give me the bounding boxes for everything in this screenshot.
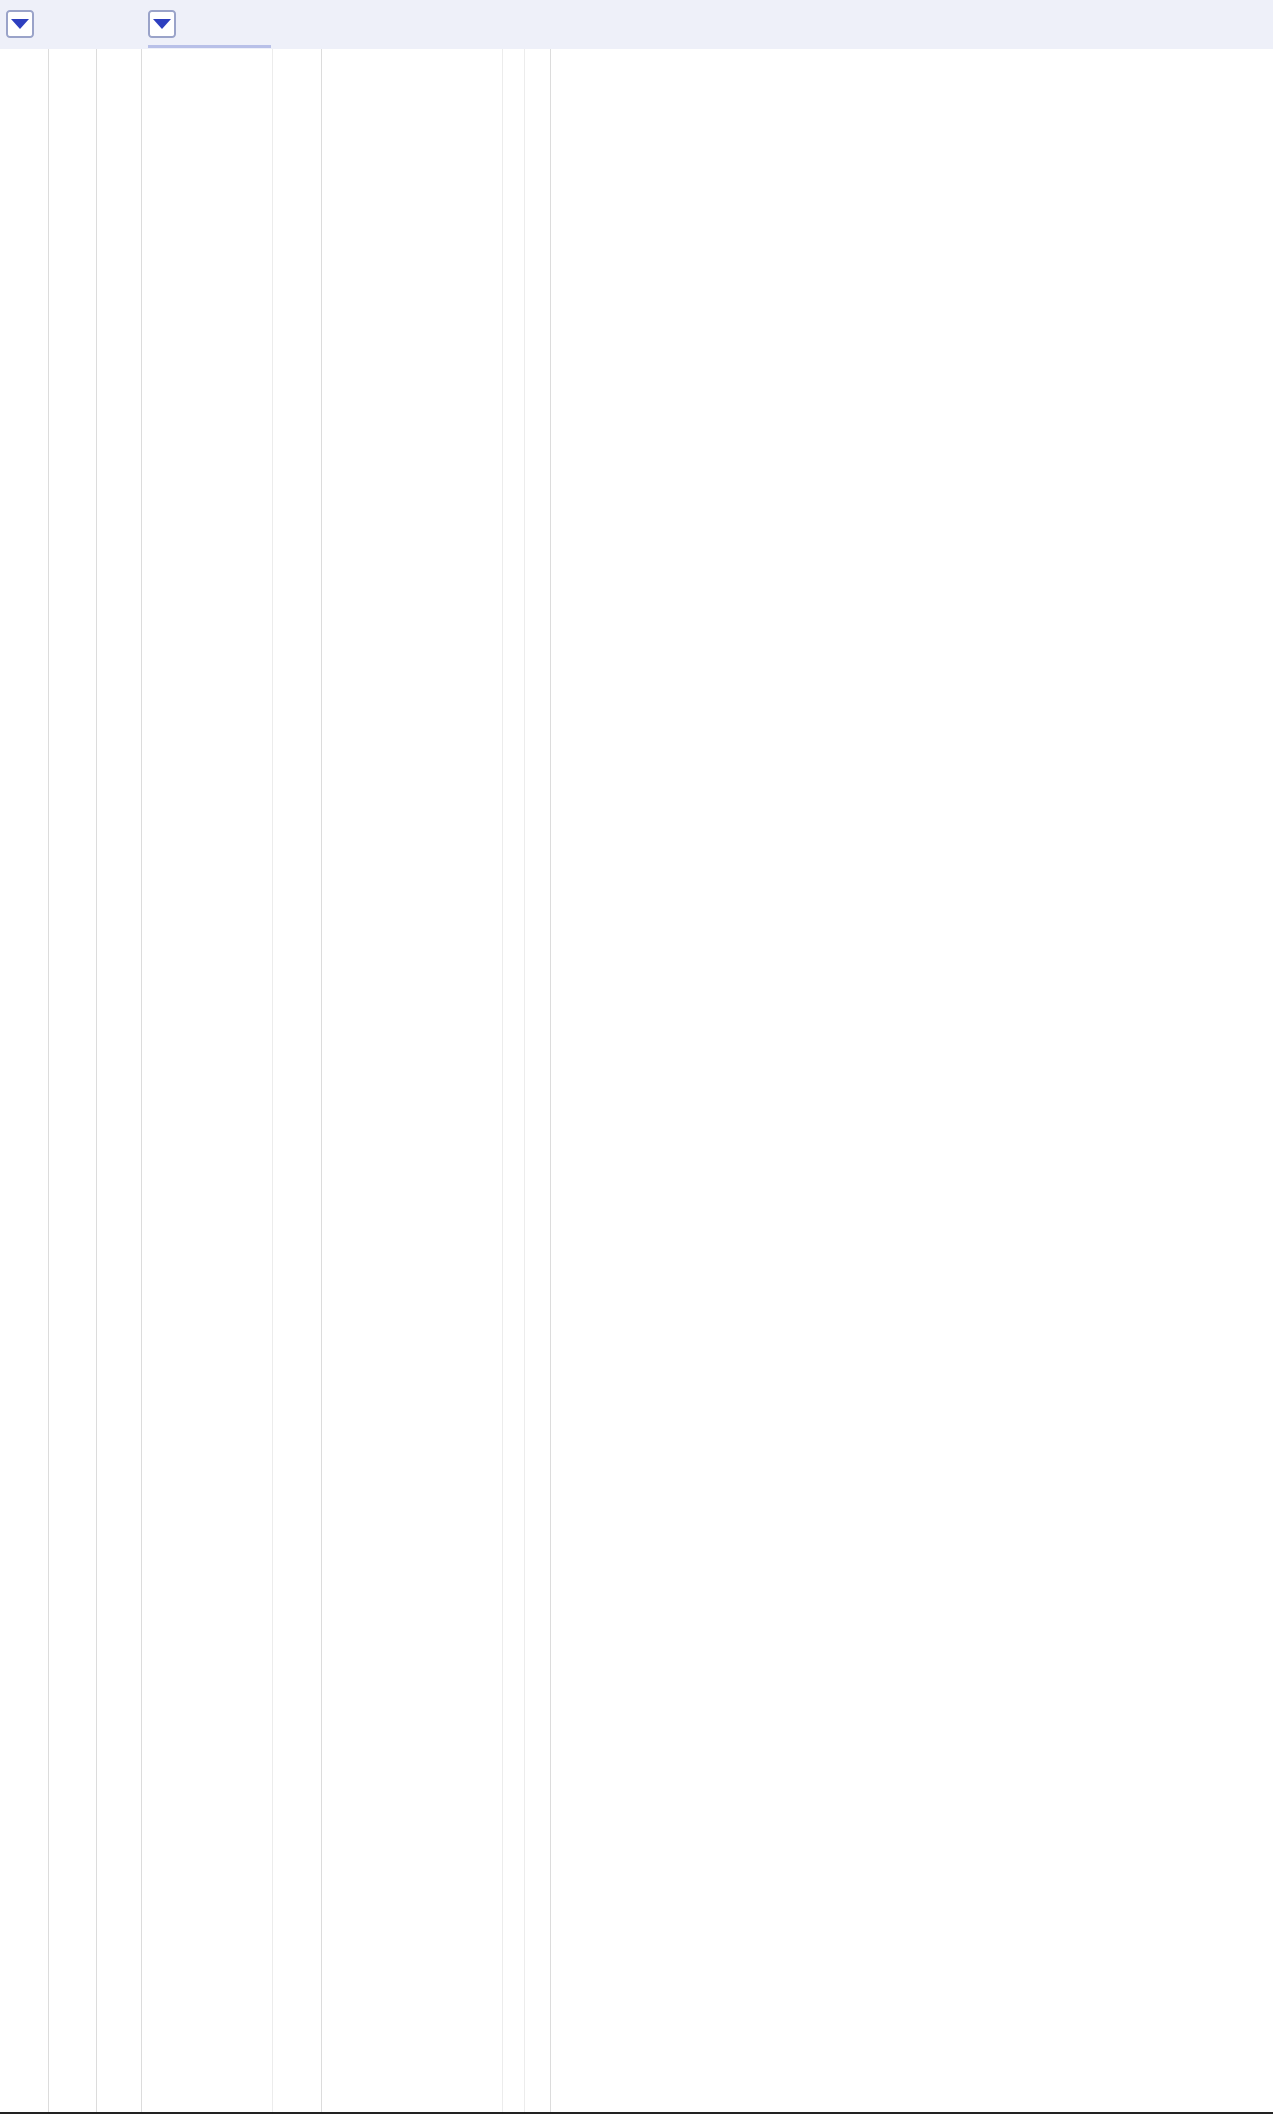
col-divider [550, 49, 551, 2114]
chevron-down-icon [153, 19, 171, 29]
filter-all[interactable] [6, 6, 44, 42]
name-dropdown-button[interactable] [148, 10, 176, 38]
sort-name[interactable] [148, 6, 186, 42]
col-divider [48, 49, 49, 2114]
name-column-underline [148, 45, 271, 48]
col-divider [96, 49, 97, 2114]
col-divider [141, 49, 142, 2114]
col-divider [321, 49, 322, 2114]
chevron-down-icon [11, 19, 29, 29]
table-header [0, 0, 1273, 49]
all-dropdown-button[interactable] [6, 10, 34, 38]
col-divider [502, 49, 503, 2114]
col-divider [272, 49, 273, 2114]
col-divider [524, 49, 525, 2114]
